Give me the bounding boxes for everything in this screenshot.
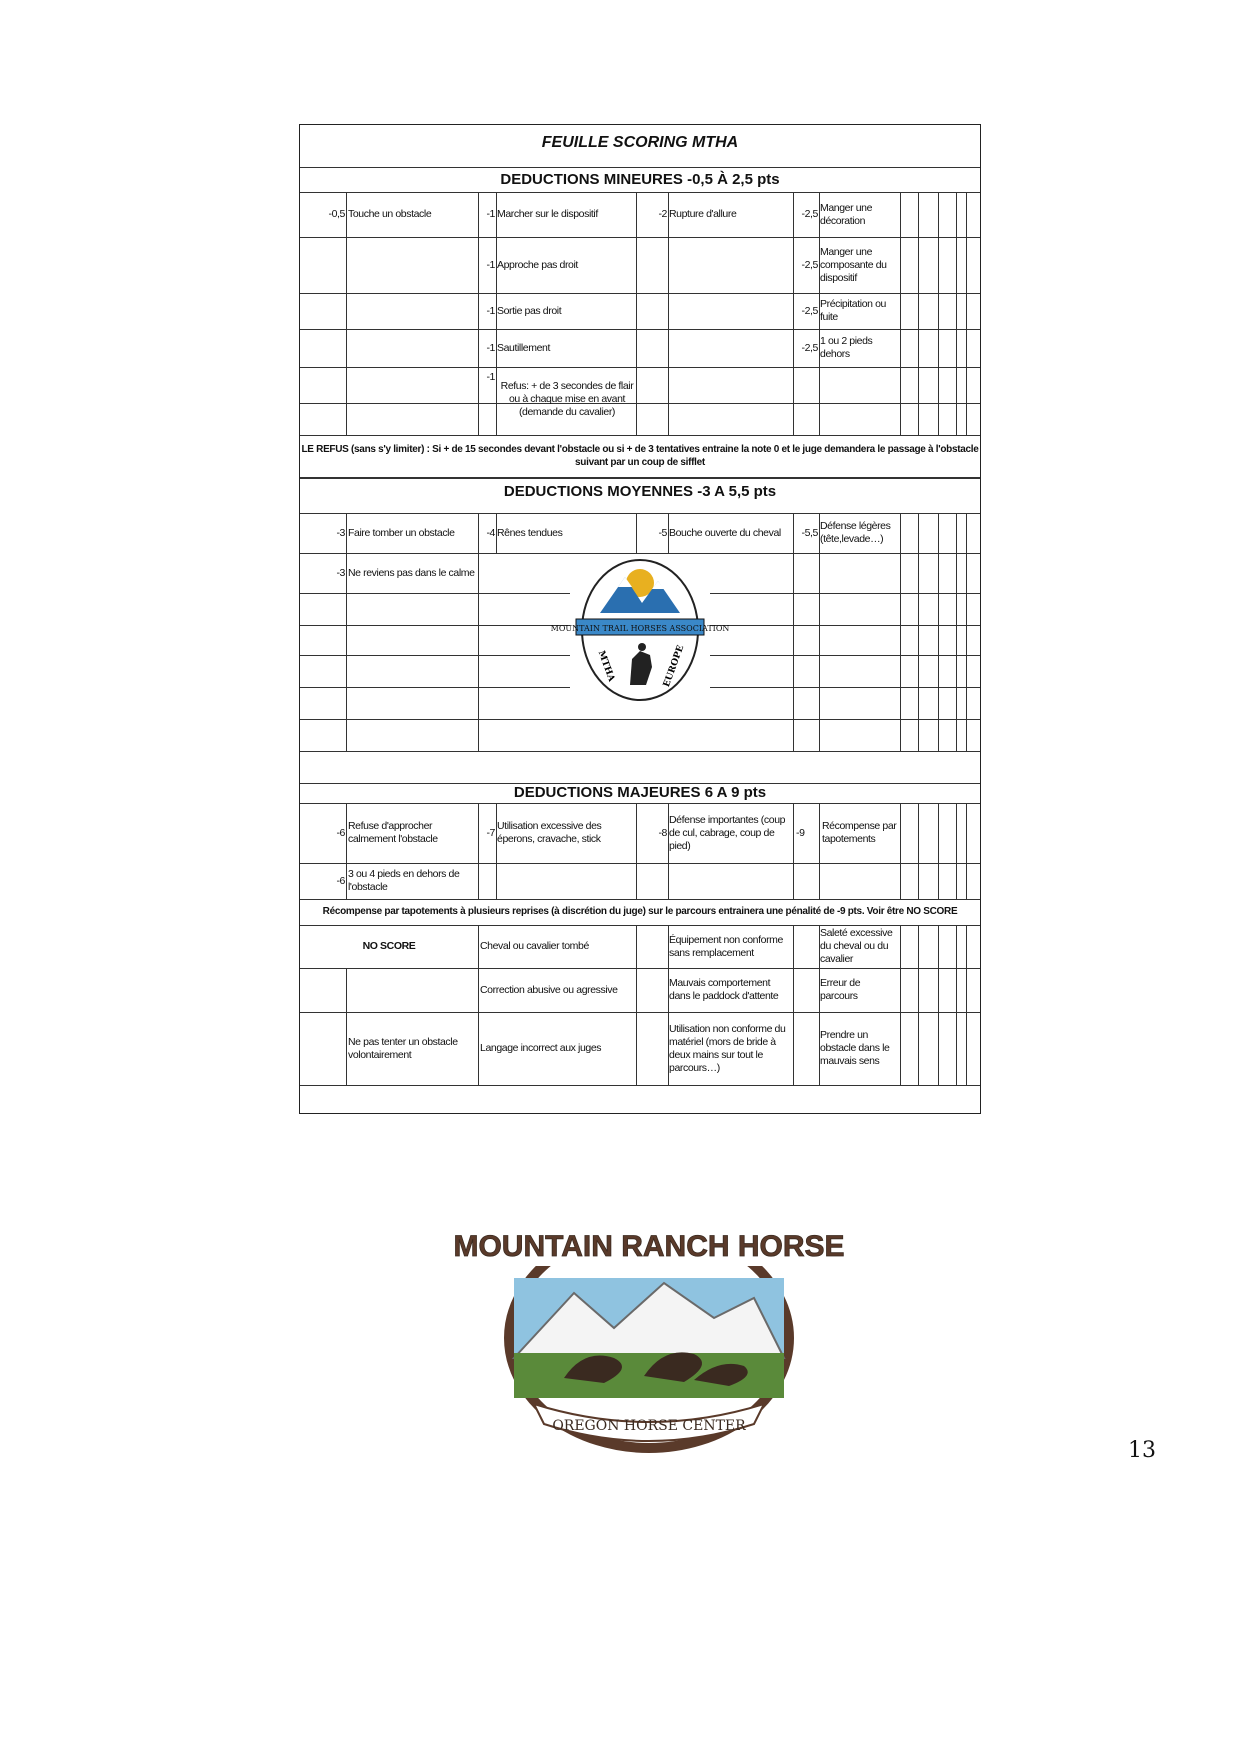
penalty-label: Manger une composante du dispositif <box>820 245 887 284</box>
penalty-label: Refus: + de 3 secondes de flair ou à chaque mise en avant (demande du cavalier) <box>500 379 634 418</box>
noscore-label: Correction abusive ou agressive <box>480 983 618 996</box>
penalty-value: -1 <box>486 304 495 317</box>
penalty-value: -6 <box>336 826 345 839</box>
penalty-label: 3 ou 4 pieds en dehors de l'obstacle <box>348 868 460 893</box>
penalty-label: Utilisation excessive des éperons, cravache, stick <box>497 820 602 845</box>
penalty-label: Rupture d'allure <box>669 208 737 220</box>
penalty-value: -1 <box>486 258 495 271</box>
penalty-label: Sortie pas droit <box>497 304 562 317</box>
penalty-label: Touche un obstacle <box>348 208 432 220</box>
penalty-value: -2,5 <box>801 258 818 271</box>
noscore-label: Équipement non conforme sans remplacement <box>669 933 783 959</box>
penalty-label: Marcher sur le dispositif <box>497 208 598 220</box>
noscore-label: Prendre un obstacle dans le mauvais sens <box>820 1029 890 1067</box>
penalty-value: -2,5 <box>801 341 818 354</box>
no-score-label: NO SCORE <box>362 940 416 952</box>
major-heading: DEDUCTIONS MAJEURES 6 A 9 pts <box>513 784 767 801</box>
mtha-right-text: EUROPE <box>661 644 687 689</box>
noscore-label: Saleté excessive du cheval ou du cavalier <box>820 927 893 965</box>
penalty-label: Sautillement <box>497 341 550 354</box>
penalty-label: Manger une décoration <box>820 201 873 227</box>
mtha-banner-text: MOUNTAIN TRAIL HORSES ASSOCIATION <box>550 624 730 633</box>
penalty-value: -7 <box>486 826 495 839</box>
penalty-value: -1 <box>486 341 495 354</box>
noscore-label: Mauvais comportement dans le paddock d'attente <box>669 977 779 1002</box>
mtha-logo-graphic <box>550 555 730 705</box>
noscore-label: Erreur de parcours <box>820 977 861 1002</box>
mountain-ranch-horse-logo <box>453 1208 845 1446</box>
penalty-label: Récompense par tapotements <box>822 820 897 845</box>
mrh-title-text: MOUNTAIN RANCH HORSE <box>453 1230 845 1263</box>
penalty-value: -5 <box>658 526 667 539</box>
sheet-title: FEUILLE SCORING MTHA <box>541 134 739 151</box>
penalty-label: Défense légères (tête,levade…) <box>820 520 891 545</box>
penalty-value: -1 <box>486 370 495 383</box>
penalty-value: -3 <box>336 526 345 539</box>
minor-heading: DEDUCTIONS MINEURES -0,5 À 2,5 pts <box>500 171 780 188</box>
penalty-label: 1 ou 2 pieds dehors <box>820 335 873 360</box>
penalty-label: Approche pas droit <box>497 258 578 271</box>
penalty-label: Faire tomber un obstacle <box>348 526 455 539</box>
noscore-label: Langage incorrect aux juges <box>480 1042 602 1054</box>
mrh-logo-graphic <box>453 1208 845 1446</box>
penalty-value: -0,5 <box>328 208 345 220</box>
noscore-label: Ne pas tenter un obstacle volontairement <box>348 1035 458 1061</box>
penalty-label: Précipitation ou fuite <box>820 298 886 323</box>
mtha-left-text: MTHA <box>595 649 617 684</box>
mrh-banner-text: OREGON HORSE CENTER <box>552 1418 746 1434</box>
page-number: 13 <box>1128 1438 1156 1463</box>
penalty-label: Défense importantes (coup de cul, cabrage, coup de pied) <box>669 813 786 852</box>
penalty-value: -5,5 <box>801 526 818 539</box>
penalty-label: Rênes tendues <box>497 526 563 539</box>
penalty-label: Ne reviens pas dans le calme <box>348 566 475 579</box>
penalty-value: -2,5 <box>801 304 818 317</box>
mtha-logo <box>550 555 730 705</box>
medium-heading: DEDUCTIONS MOYENNES -3 A 5,5 pts <box>503 483 777 500</box>
tapotements-note: Récompense par tapotements à plusieurs reprises (à discrétion du juge) sur le parcours entrainera une pénalité de -9 pts. Voir être NO SCORE <box>322 906 958 917</box>
penalty-value: -2 <box>658 208 667 220</box>
penalty-value: -4 <box>486 526 495 539</box>
penalty-label: Refuse d'approcher calmement l'obstacle <box>348 820 438 845</box>
penalty-label: Bouche ouverte du cheval <box>669 526 781 539</box>
noscore-label: Utilisation non conforme du matériel (mors de bride à deux mains sur tout le parcours…) <box>669 1022 786 1074</box>
penalty-value: -6 <box>336 874 345 887</box>
noscore-label: Cheval ou cavalier tombé <box>480 940 589 952</box>
penalty-value: -9 <box>796 826 805 839</box>
penalty-value: -3 <box>336 566 345 579</box>
penalty-value: -8 <box>658 826 667 839</box>
penalty-value: -2,5 <box>801 208 818 220</box>
scoring-sheet <box>299 124 981 1114</box>
refus-note: LE REFUS (sans s'y limiter) : Si + de 15 secondes devant l'obstacle ou si + de 3 tentatives entraine la note 0 et le juge demandera le passage à l'obstacle suivant par un coup de sifflet <box>301 444 979 468</box>
penalty-value: -1 <box>486 208 495 220</box>
